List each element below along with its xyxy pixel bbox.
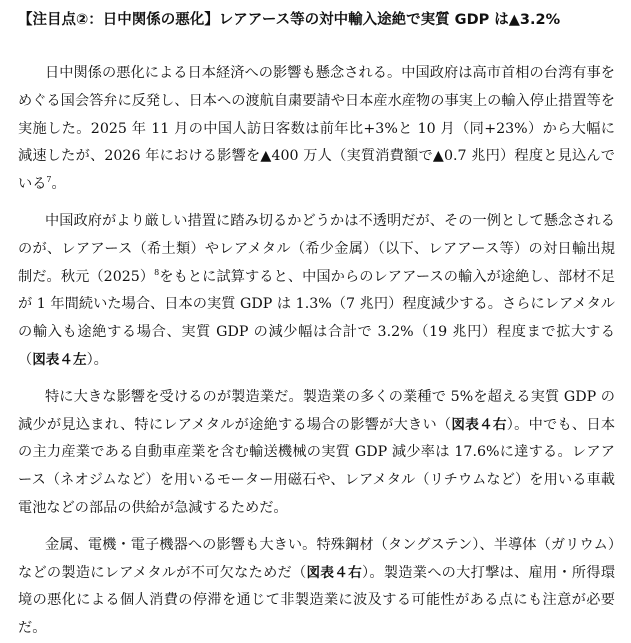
- paragraph-rare-earth-estimate: [18, 208, 615, 375]
- paragraph-text: 特に大きな影響を受けるのが製造業だ。製造業の多くの業種で 5%を超える実質 GDP の減少が見込まれ、特にレアメタルが途絶する場合の影響が大きい（: [18, 388, 615, 433]
- paragraph-text: ）。中でも、日本の主力産業である自動車産業を含む輸送機械の実質 GDP 減少率は 17.6%に達する。レアアース（ネオジムなど）を用いるモーター用磁石や、レアメタル（リチウムなど）を用いる車載電池などの部品の供給が急減するためだ。: [18, 416, 616, 516]
- paragraph-text: ）。製造業への大打撃は、雇用・所得環境の悪化による個人消費の停滞を通じて非製造業に波及する可能性がある点にも注意が必要だ。: [18, 564, 616, 637]
- paragraph-text: 日中関係の悪化による日本経済への影響も懸念される。中国政府は高市首相の台湾有事をめぐる国会答弁に反発し、日本への渡航自粛要請や日本産水産物の事実上の輸入停止措置等を実施した。2025 年 11 月の中国人訪日客数は前年比+3%と 10 月（同+23%）から大幅に減速したが、2026 年における影響を▲400 万人（実質消費額で▲0.7 兆円）程度と見込んでいる: [18, 65, 615, 193]
- figure-reference: 図表４左: [32, 351, 87, 368]
- paragraph-text: 中国政府がより厳しい措置に踏み切るかどうかは不透明だが、その一例として懸念されるのが、レアアース（希土類）やレアメタル（希少金属）（以下、レアアース等）の対日輸出規制だ。秋元（2025）: [18, 212, 615, 285]
- paragraph-text: ）。: [86, 351, 108, 368]
- paragraph-metals-electronics-impact: [18, 532, 615, 643]
- footnote-ref: 7: [46, 175, 52, 185]
- paragraph-text: 金属、電機・電子機器への影響も大きい。特殊鋼材（タングステン）、半導体（ガリウム）などの製造にレアメタルが不可欠なためだ（: [18, 536, 615, 581]
- section-heading: 【注目点②：日中関係の悪化】レアアース等の対中輸入途絶で実質 GDP は▲3.2%: [18, 12, 561, 28]
- paragraph-text: をもとに試算すると、中国からのレアアースの輸入が途絶し、部材不足が 1 年間続いた場合、日本の実質 GDP は 1.3%（7 兆円）程度減少する。さらにレアメタルの輸入も途絶する場合、実質 GDP の減少幅は合計で 3.2%（19 兆円）程度まで拡大する（: [18, 268, 616, 368]
- paragraph-tourism-impact: [18, 60, 615, 199]
- paragraph-manufacturing-impact: [18, 384, 615, 523]
- footnote-ref: 8: [154, 267, 160, 277]
- figure-reference: 図表４右: [451, 416, 507, 433]
- figure-reference: 図表４右: [306, 564, 362, 581]
- paragraph-text: 。: [51, 176, 66, 193]
